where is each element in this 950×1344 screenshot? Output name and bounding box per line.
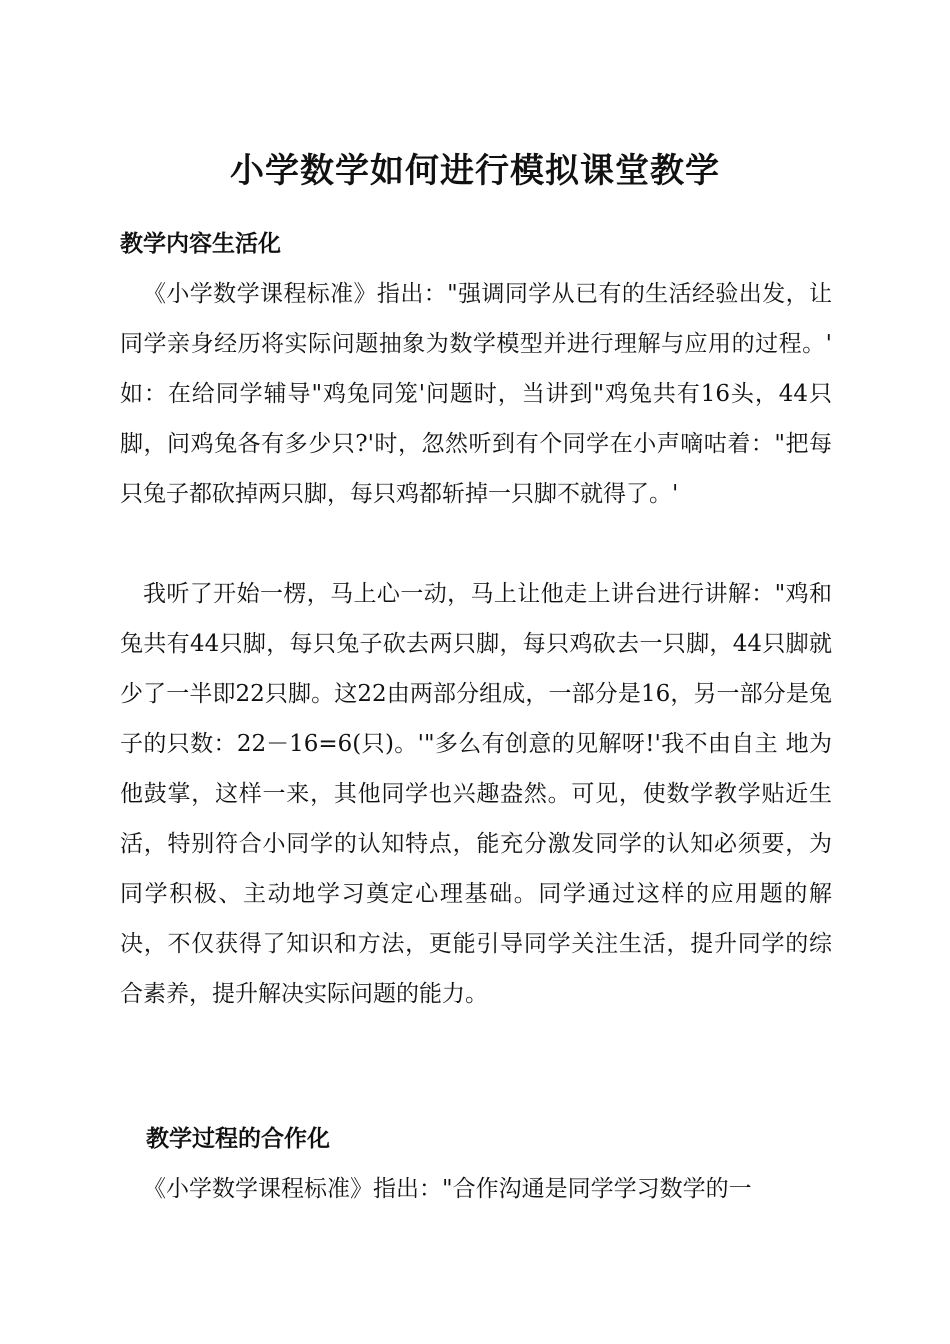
document-title: 小学数学如何进行模拟课堂教学 xyxy=(230,151,720,191)
section-2-paragraph-1: 《小学数学课程标准》指出："合作沟通是同学学习数学的一 xyxy=(143,1176,752,1202)
section-1-paragraph-2: 我听了开始一楞，马上心一动，马上让他走上讲台进行讲解："鸡和兔共有44只脚，每只兔子砍去两只脚，每只鸡砍去一只脚，44只脚就少了一半即22只脚。这22由两部分组成，一部分是16，另一部分是兔子的只数：22－16=6(只)。'"多么有创意的见解呀!'我不由自主 地为他鼓掌，这样一来，其他同学也兴趣盎然。可见，使数学教学贴近生活，特别符合小同学的认知特点，能充分激发同学的认知必须要，为同学积极、主动地学习奠定心理基础。同学通过这样的应用题的解决，不仅获得了知识和方法，更能引导同学关注生活，提升同学的综合素养，提升解决实际问题的能力。 xyxy=(120,581,832,1007)
section-heading-1: 教学内容生活化 xyxy=(120,230,281,257)
section-heading-2: 教学过程的合作化 xyxy=(146,1125,330,1152)
section-1-paragraph-1: 《小学数学课程标准》指出："强调同学从已有的生活经验出发，让同学亲身经历将实际问题抽象为数学模型并进行理解与应用的过程。' 如：在给同学辅导"鸡兔同笼'问题时，当讲到"鸡兔共有16头，44只脚，问鸡兔各有多少只?'时，忽然听到有个同学在小声嘀咕着："把每只兔子都砍掉两只脚，每只鸡都斩掉一只脚不就得了。' xyxy=(120,281,832,507)
